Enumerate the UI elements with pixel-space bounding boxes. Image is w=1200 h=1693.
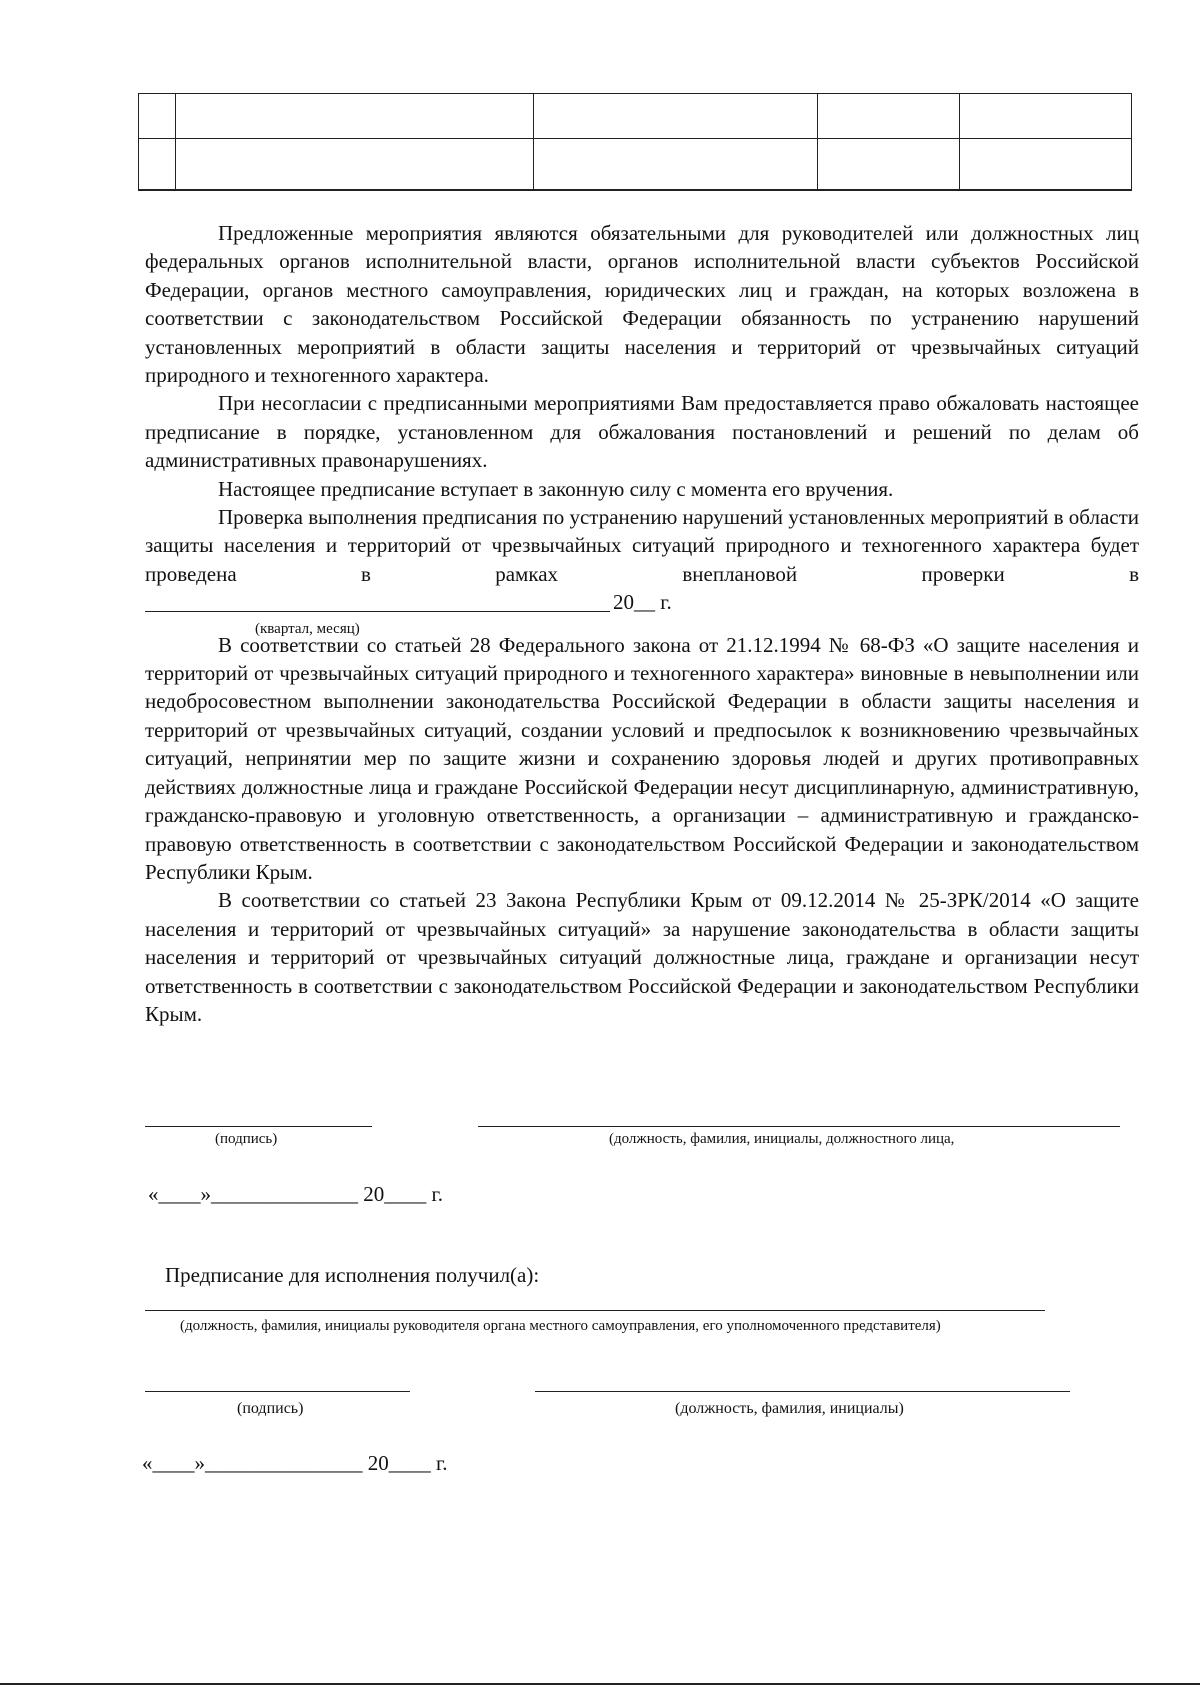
paragraph-effective-date: Настоящее предписание вступает в законную силу с момента его вручения. — [218, 476, 894, 501]
table-cell — [139, 94, 176, 139]
table-row — [139, 139, 1132, 191]
inspection-year: 20__ г. — [613, 590, 672, 615]
table-row — [139, 94, 1132, 139]
paragraph-obligatory-measures: Предложенные мероприятия являются обязательными для руководителей или должностных лиц федеральных органов исполнительной власти, органов исполнительной власти субъектов Российской Федерации, органов местного самоуправления, юридических лиц и граждан, на которых возложена в соответствии с законодательством Российской Федерации обязанность по устранению нарушений установленных мероприятий в области защиты населения и территорий от чрезвычайных ситуаций природного и техногенного характера. — [145, 221, 1139, 388]
table-cell — [818, 94, 960, 139]
recipient-line — [145, 1310, 1045, 1311]
date-field-2: «____»_______________ 20____ г. — [142, 1451, 448, 1475]
document-body — [145, 219, 1139, 1028]
table-cell — [534, 139, 818, 191]
quarter-month-caption: (квартал, месяц) — [255, 621, 360, 638]
signature-line-2 — [145, 1391, 410, 1392]
signature-line — [145, 1126, 372, 1127]
table-cell — [176, 94, 534, 139]
table-cell — [176, 139, 534, 191]
table-cell — [818, 139, 960, 191]
quarter-month-blank — [145, 611, 610, 612]
paragraph-inspection: Проверка выполнения предписания по устранению нарушений установленных мероприятий в области защиты населения и территорий от чрезвычайных ситуаций природного и техногенного характера будет проведена в рамках внеплановой проверки в — [145, 505, 1139, 586]
paragraph-federal-law-liability: В соответствии со статьей 28 Федерального закона от 21.12.1994 № 68-ФЗ «О защите населения и территорий от чрезвычайных ситуаций природного и техногенного характера» виновные в невыполнении или недобросовестном выполнении законодательства Российской Федерации в области защиты населения и территорий от чрезвычайных ситуаций, создании условий и предпосылок к возникновению чрезвычайных ситуаций, непринятии мер по защите жизни и сохранению здоровья людей и других противоправных действиях должностные лица и граждане Российской Федерации несут дисциплинарную, административную, гражданско-правовую и уголовную ответственность, а организации – административную и гражданско-правовую ответственность в соответствии с законодательством Российской Федерации и законодательством Республики Крым. — [145, 632, 1139, 884]
date-field: «____»______________ 20____ г. — [148, 1182, 443, 1206]
table-cell — [960, 139, 1132, 191]
official-line — [478, 1126, 1120, 1127]
name-line — [535, 1391, 1070, 1392]
recipient-caption: (должность, фамилия, инициалы руководителя органа местного самоуправления, его уполномоченного представителя) — [180, 1318, 941, 1334]
paragraph-appeal-right: При несогласии с предписанными мероприятиями Вам предоставляется право обжаловать настоящее предписание в порядке, установленном для обжалования постановлений и решений по делам об административных правонарушениях. — [145, 391, 1139, 473]
table-cell — [139, 139, 176, 191]
received-label: Предписание для исполнения получил(а): — [165, 1263, 540, 1287]
table-cell — [960, 94, 1132, 139]
paragraph-crimea-law-liability: В соответствии со статьей 23 Закона Республики Крым от 09.12.2014 № 25-ЗРК/2014 «О защите населения и территорий от чрезвычайных ситуаций» за нарушение законодательства в области защиты населения и территорий от чрезвычайных ситуаций должностные лица, граждане и организации несут ответственность в соответствии с законодательством Российской Федерации и законодательством Республики Крым. — [145, 888, 1139, 1026]
name-caption: (должность, фамилия, инициалы) — [675, 1400, 904, 1417]
inspection-date-line — [145, 588, 1139, 638]
table-cell — [534, 94, 818, 139]
signature-caption-2: (подпись) — [237, 1400, 304, 1417]
measures-table — [138, 93, 1132, 191]
signature-caption: (подпись) — [215, 1131, 278, 1147]
official-caption: (должность, фамилия, инициалы, должностного лица, — [609, 1131, 955, 1147]
page-bottom-edge — [0, 1683, 1200, 1685]
